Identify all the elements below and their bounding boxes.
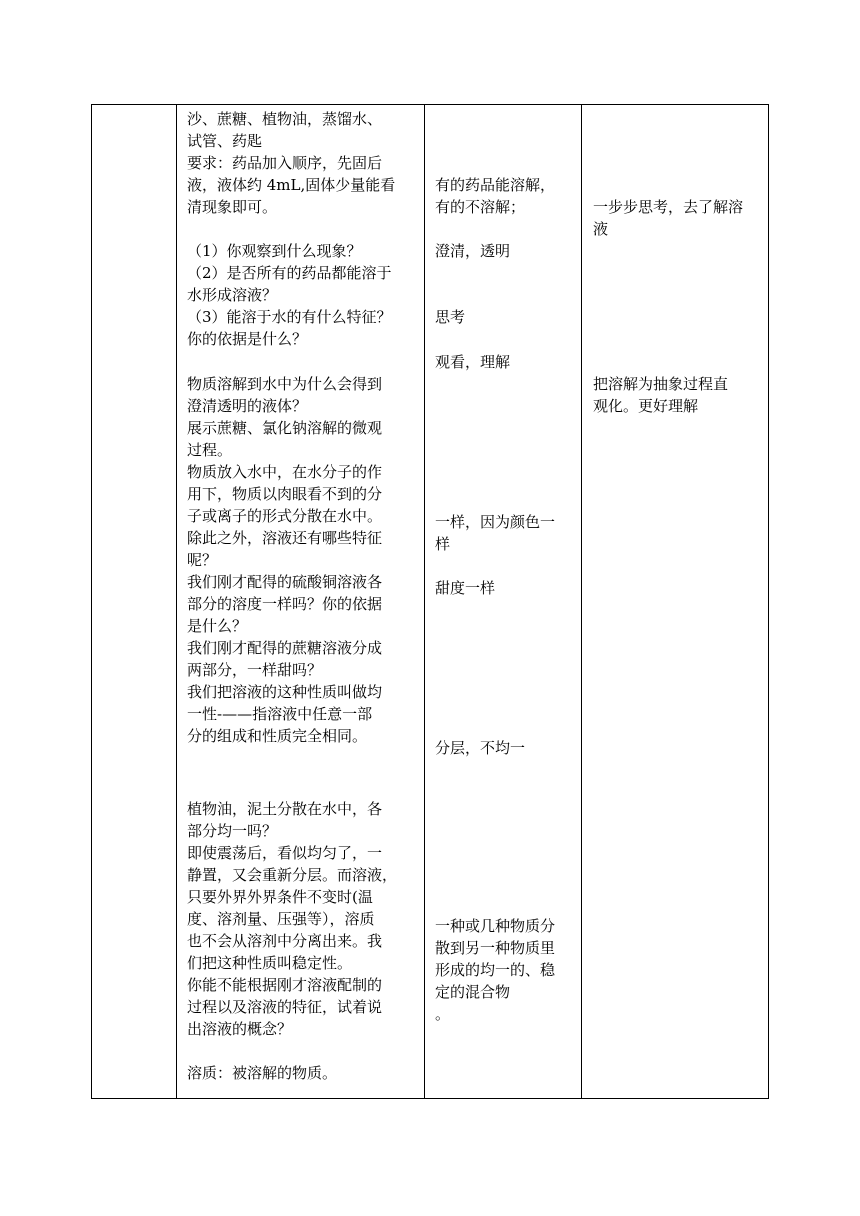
teacher-activity-line: 试管、药匙 — [187, 132, 263, 150]
teacher-activity-line: 两部分，一样甜吗？ — [187, 661, 323, 679]
stage-column-cell — [92, 105, 177, 1099]
design-intent-line: 把溶解为抽象过程直 — [593, 375, 729, 393]
teacher-activity-line: 子或离子的形式分散在水中。 — [187, 507, 383, 525]
student-activity-line: 。 — [435, 1005, 451, 1023]
teacher-activity-line: 澄清透明的液体？ — [187, 397, 308, 415]
teacher-activity-line: 用下，物质以肉眼看不到的分 — [187, 485, 383, 503]
student-activity-line: 定的混合物 — [435, 983, 511, 1001]
student-activity-line: 观看，理解 — [435, 353, 511, 371]
teacher-activity-line: 除此之外，溶液还有哪些特征 — [187, 529, 383, 547]
teacher-activity-line: 展示蔗糖、氯化钠溶解的微观 — [187, 419, 383, 437]
design-intent-line: 观化。更好理解 — [593, 397, 699, 415]
teacher-activity-line: 即使震荡后，看似均匀了，一 — [187, 844, 383, 862]
teacher-activity-line: （1）你观察到什么现象？ — [187, 242, 362, 260]
teacher-activity-line: 部分的溶度一样吗？你的依据 — [187, 595, 383, 613]
teacher-activity-line: 部分均一吗？ — [187, 822, 278, 840]
lesson-plan-table — [91, 104, 769, 1099]
student-activity-line: 有的不溶解； — [435, 198, 526, 216]
student-activity-line: 有的药品能溶解， — [435, 176, 556, 194]
teacher-activity-line: 出溶液的概念？ — [187, 1020, 293, 1038]
teacher-activity-cell — [177, 105, 425, 1099]
teacher-activity-line: 你的依据是什么？ — [187, 330, 308, 348]
teacher-activity-line: 我们刚才配得的蔗糖溶液分成 — [187, 639, 383, 657]
teacher-activity-line: 呢？ — [187, 551, 218, 569]
student-activity-line: 分层，不均一 — [435, 739, 526, 757]
teacher-activity-line: 植物油，泥土分散在水中，各 — [187, 800, 383, 818]
design-intent-line: 液 — [593, 220, 609, 238]
teacher-activity-line: 过程。 — [187, 441, 233, 459]
teacher-activity-line: 静置，又会重新分层。而溶液， — [187, 866, 398, 884]
student-activity-line: 形成的均一的、稳 — [435, 961, 556, 979]
teacher-activity-line: 你能不能根据刚才溶液配制的 — [187, 976, 383, 994]
teacher-activity-line: 过程以及溶液的特征，试着说 — [187, 998, 383, 1016]
teacher-activity-line: 清现象即可。 — [187, 198, 278, 216]
teacher-activity-line: 要求：药品加入顺序，先固后 — [187, 154, 383, 172]
teacher-activity-line: 水形成溶液？ — [187, 286, 278, 304]
student-activity-line: 甜度一样 — [435, 579, 496, 597]
teacher-activity-line: 只要外界外界条件不变时(温 — [187, 888, 373, 906]
teacher-activity-line: 分的组成和性质完全相同。 — [187, 727, 368, 745]
teacher-activity-line: 物质溶解到水中为什么会得到 — [187, 375, 383, 393]
teacher-activity-line: 沙、蔗糖、植物油，蒸馏水、 — [187, 110, 383, 128]
teacher-activity-line: （2）是否所有的药品都能溶于 — [187, 264, 392, 282]
teacher-activity-line: 我们刚才配得的硫酸铜溶液各 — [187, 573, 383, 591]
student-activity-line: 散到另一种物质里 — [435, 939, 556, 957]
teacher-activity-line: 液，液体约 4mL,固体少量能看 — [187, 176, 396, 194]
student-activity-line: 思考 — [435, 308, 466, 326]
teacher-activity-line: 是什么？ — [187, 617, 248, 635]
teacher-activity-line: 也不会从溶剂中分离出来。我 — [187, 932, 383, 950]
table-row — [92, 105, 769, 1099]
design-intent-line: 一步步思考，去了解溶 — [593, 198, 744, 216]
student-activity-cell — [425, 105, 582, 1099]
student-activity-line: 样 — [435, 535, 451, 553]
student-activity-line: 一样，因为颜色一 — [435, 513, 556, 531]
teacher-activity-line: （3）能溶于水的有什么特征？ — [187, 308, 392, 326]
student-activity-line: 一种或几种物质分 — [435, 917, 556, 935]
teacher-activity-line: 一性-——指溶液中任意一部 — [187, 705, 373, 723]
teacher-activity-line: 我们把溶液的这种性质叫做均 — [187, 683, 383, 701]
teacher-activity-line: 溶质：被溶解的物质。 — [187, 1064, 338, 1082]
teacher-activity-line: 度、溶剂量、压强等），溶质 — [187, 910, 375, 928]
student-activity-line: 澄清，透明 — [435, 242, 511, 260]
teacher-activity-line: 物质放入水中，在水分子的作 — [187, 463, 383, 481]
design-intent-cell — [582, 105, 769, 1099]
teacher-activity-line: 们把这种性质叫稳定性。 — [187, 954, 353, 972]
